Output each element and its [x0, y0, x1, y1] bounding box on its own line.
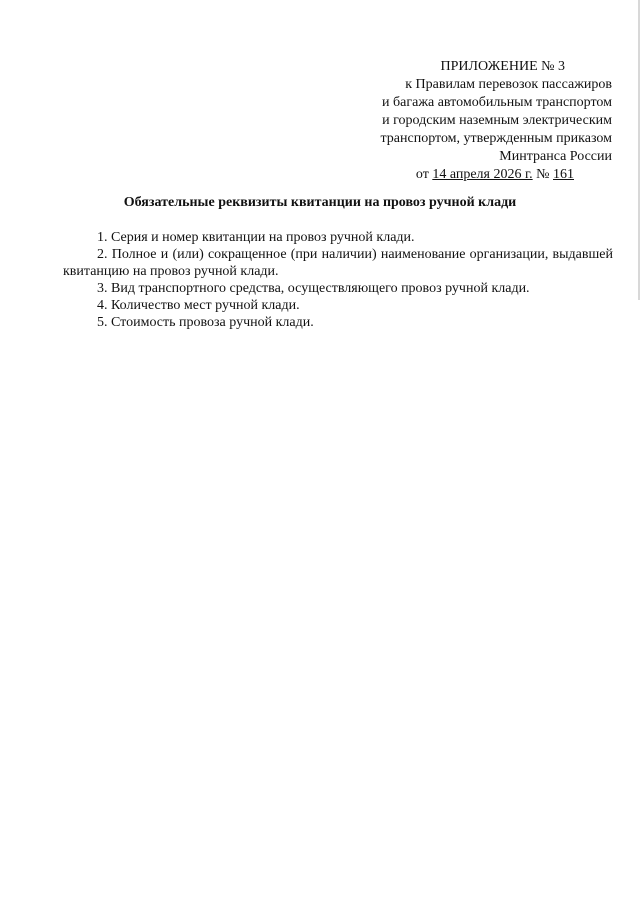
list-item: 3. Вид транспортного средства, осуществляющего провоз ручной клади. [97, 281, 530, 296]
order-number: 161 [553, 167, 574, 182]
appendix-line: и городским наземным электрическим [382, 113, 612, 128]
order-prefix: от [415, 167, 429, 182]
list-item: 1. Серия и номер квитанции на провоз ручной клади. [97, 230, 415, 245]
appendix-title: ПРИЛОЖЕНИЕ № 3 [440, 59, 565, 74]
appendix-header [320, 58, 612, 184]
appendix-line: к Правилам перевозок пассажиров [405, 77, 612, 92]
document-title: Обязательные реквизиты квитанции на провоз ручной клади [123, 195, 517, 210]
order-number-prefix: № [536, 167, 550, 182]
list-item: 2. Полное и (или) сокращенное (при наличии) наименование организации, выдавшей квитанцию на провоз ручной клади. [63, 247, 613, 279]
list-item: 4. Количество мест ручной клади. [97, 298, 300, 313]
requirements-list [63, 229, 613, 331]
order-reference [320, 166, 612, 184]
appendix-line: и багажа автомобильным транспортом [382, 95, 612, 110]
appendix-line: транспортом, утвержденным приказом [380, 131, 612, 146]
appendix-line: Минтранса России [499, 149, 612, 164]
list-item: 5. Стоимость провоза ручной клади. [97, 315, 314, 330]
order-date: 14 апреля 2026 г. [432, 167, 533, 182]
